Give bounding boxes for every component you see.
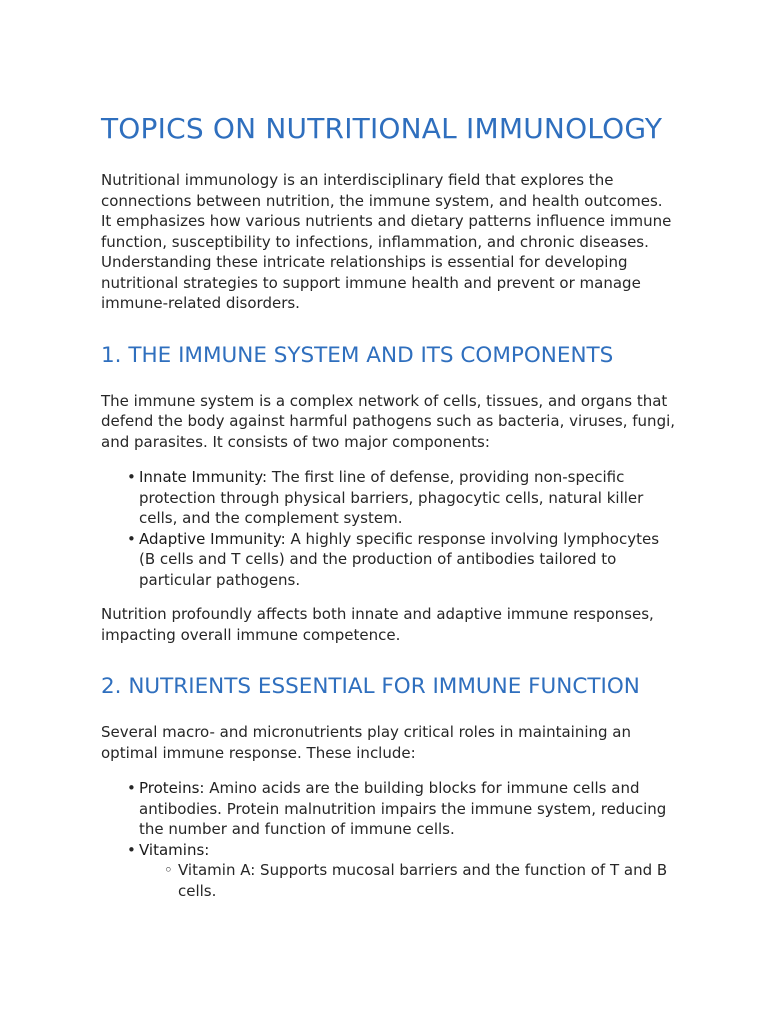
section-1-closing: Nutrition profoundly affects both innate and adaptive immune responses, impacting overall immune competence. xyxy=(101,605,654,644)
list-item xyxy=(101,778,676,840)
section-1-heading: 1. THE IMMUNE SYSTEM AND ITS COMPONENTS xyxy=(101,342,614,368)
list-item xyxy=(101,467,676,529)
list-item xyxy=(101,840,676,902)
list-item-text: A highly specific response involving lymphocytes (B cells and T cells) and the production of antibodies tailored to particular pathogens. xyxy=(139,529,660,589)
list-item xyxy=(101,529,676,591)
list-item-term: Innate Immunity: xyxy=(139,468,268,486)
section-2-list xyxy=(101,778,676,901)
sublist-item: ◦ Vitamin A: Supports mucosal barriers and the function of T and B cells. xyxy=(139,860,676,901)
section-1-list xyxy=(101,467,676,590)
vitamins-sublist xyxy=(139,860,676,901)
list-item-text: Amino acids are the building blocks for immune cells and antibodies. Protein malnutrition impairs the immune system, reducing the number and function of immune cells. xyxy=(139,779,667,838)
list-item-term: Proteins: xyxy=(139,779,205,797)
page-title: TOPICS ON NUTRITIONAL IMMUNOLOGY xyxy=(101,112,663,145)
list-item-term: Vitamins: xyxy=(139,840,210,859)
section-2-paragraph: Several macro- and micronutrients play critical roles in maintaining an optimal immune response. These include: xyxy=(101,723,631,762)
document-content xyxy=(101,108,676,901)
section-2-heading: 2. NUTRIENTS ESSENTIAL FOR IMMUNE FUNCTION xyxy=(101,674,640,699)
list-item-text: The first line of defense, providing non-specific protection through physical barriers, phagocytic cells, natural killer cells, and the complement system. xyxy=(139,468,644,527)
intro-paragraph: Nutritional immunology is an interdisciplinary field that explores the connections between nutrition, the immune system, and health outcomes. It emphasizes how various nutrients and dietary patterns influence immune function, susceptibility to infections, inflammation, and chronic diseases. Understanding these intricate relationships is essential for developing nutritional strategies to support immune health and prevent or manage immune-related disorders. xyxy=(101,171,672,312)
section-1-paragraph: The immune system is a complex network of cells, tissues, and organs that defend the body against harmful pathogens such as bacteria, viruses, fungi, and parasites. It consists of two major components: xyxy=(101,391,676,451)
list-item-term: Adaptive Immunity: xyxy=(139,529,286,548)
